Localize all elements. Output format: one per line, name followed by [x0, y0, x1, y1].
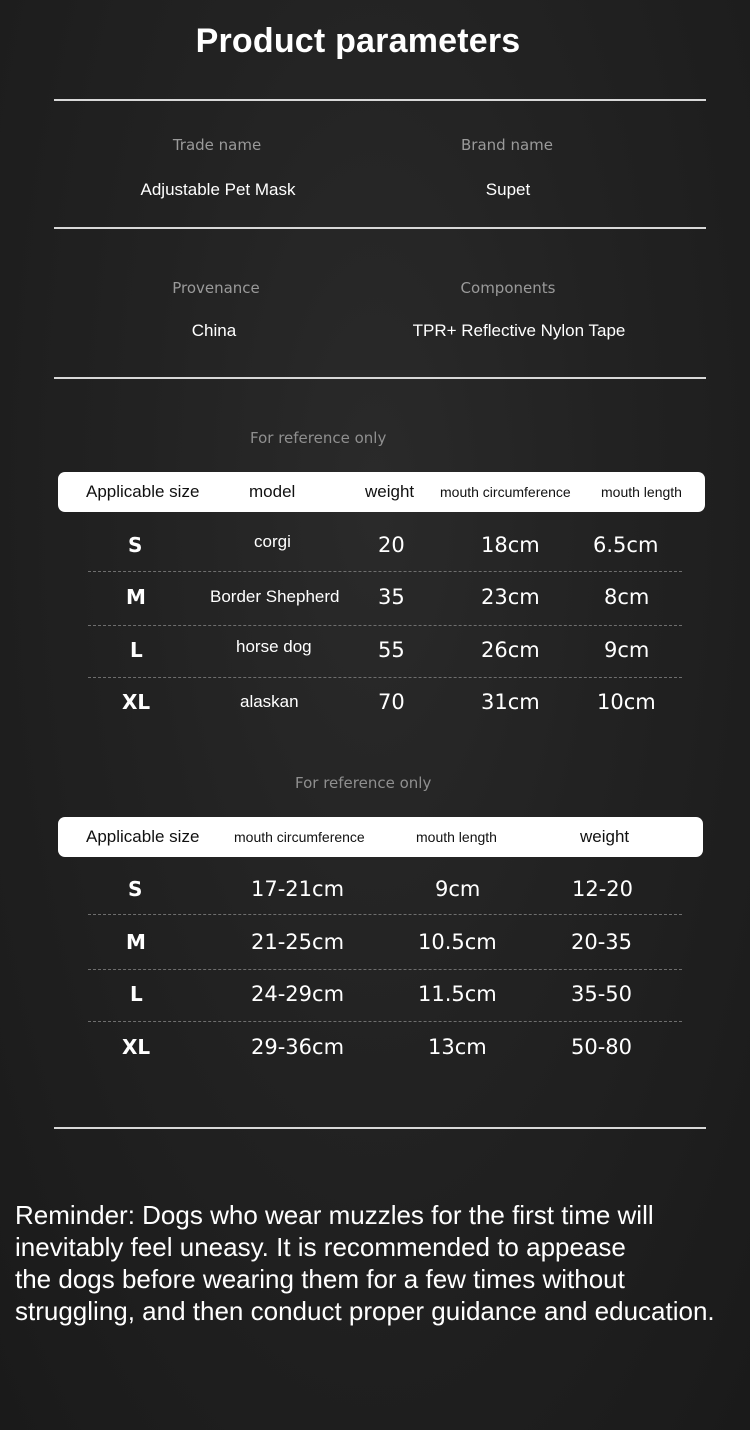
mouth-circumference-cell: 24-29cm [251, 982, 345, 1006]
table-row [88, 624, 682, 676]
mouth-length-cell: 10.5cm [418, 930, 497, 954]
reminder-line: Reminder: Dogs who wear muzzles for the first time will [15, 1200, 654, 1230]
table-row [88, 676, 682, 728]
table-header [58, 472, 705, 512]
size-cell: S [128, 533, 143, 557]
mouth-circumference-cell: 29-36cm [251, 1035, 345, 1059]
mouth-circumference-cell: 18cm [481, 533, 540, 557]
model-cell: alaskan [240, 692, 299, 711]
mouth-length-cell: 10cm [597, 690, 656, 714]
size-cell: M [126, 585, 146, 609]
trade-name-label: Trade name [172, 136, 262, 154]
header-applicable-size: Applicable size [86, 482, 200, 501]
reminder-line: struggling, and then conduct proper guidance and education. [15, 1296, 715, 1326]
reminder-line: inevitably feel uneasy. It is recommended to appease [15, 1232, 626, 1262]
weight-cell: 20-35 [571, 930, 633, 954]
divider [54, 1127, 706, 1129]
brand-name-label: Brand name [461, 136, 553, 154]
size-cell: S [128, 877, 143, 901]
table-row [88, 863, 682, 915]
mouth-length-cell: 6.5cm [593, 533, 659, 557]
header-mouth-circumference: mouth circumference [440, 484, 571, 500]
weight-cell: 70 [378, 690, 405, 714]
weight-cell: 20 [378, 533, 405, 557]
components-label: Components [460, 279, 556, 297]
page-title: Product parameters [195, 22, 521, 60]
divider [54, 377, 706, 379]
header-mouth-length: mouth length [601, 484, 682, 500]
size-cell: XL [122, 1035, 151, 1059]
header-mouth-length: mouth length [416, 829, 497, 845]
size-cell: XL [122, 690, 151, 714]
table-row [88, 916, 682, 968]
mouth-circumference-cell: 21-25cm [251, 930, 345, 954]
provenance-label: Provenance [172, 279, 260, 297]
table-row [88, 968, 682, 1020]
mouth-length-cell: 13cm [428, 1035, 487, 1059]
reference-note: For reference only [295, 774, 432, 792]
brand-name-value: Supet [485, 180, 531, 199]
reference-note: For reference only [250, 429, 387, 447]
components-value: TPR+ Reflective Nylon Tape [412, 321, 626, 340]
header-applicable-size: Applicable size [86, 827, 200, 846]
table-row [88, 519, 682, 571]
mouth-length-cell: 9cm [435, 877, 481, 901]
reminder-line: the dogs before wearing them for a few times without [15, 1264, 625, 1294]
header-mouth-circumference: mouth circumference [234, 829, 365, 845]
header-model: model [249, 482, 296, 501]
weight-cell: 35 [378, 585, 405, 609]
provenance-value: China [191, 321, 237, 340]
weight-cell: 12-20 [572, 877, 634, 901]
model-cell: corgi [254, 532, 291, 551]
header-weight: weight [365, 482, 415, 501]
mouth-circumference-cell: 17-21cm [251, 877, 345, 901]
divider [54, 99, 706, 101]
table-row [88, 571, 682, 623]
mouth-length-cell: 11.5cm [418, 982, 497, 1006]
mouth-length-cell: 8cm [604, 585, 650, 609]
size-cell: M [126, 930, 146, 954]
table-row [88, 1021, 682, 1073]
trade-name-value: Adjustable Pet Mask [140, 180, 296, 199]
row-divider [88, 914, 682, 915]
size-cell: L [130, 982, 143, 1006]
header-weight: weight [580, 827, 630, 846]
model-cell: horse dog [236, 637, 312, 656]
weight-cell: 50-80 [571, 1035, 633, 1059]
mouth-circumference-cell: 26cm [481, 638, 540, 662]
mouth-length-cell: 9cm [604, 638, 650, 662]
reminder-text [15, 1199, 745, 1327]
mouth-circumference-cell: 31cm [481, 690, 540, 714]
size-cell: L [130, 638, 143, 662]
table-header [58, 817, 703, 857]
weight-cell: 35-50 [571, 982, 633, 1006]
weight-cell: 55 [378, 638, 405, 662]
divider [54, 227, 706, 229]
model-cell: Border Shepherd [210, 587, 340, 606]
mouth-circumference-cell: 23cm [481, 585, 540, 609]
